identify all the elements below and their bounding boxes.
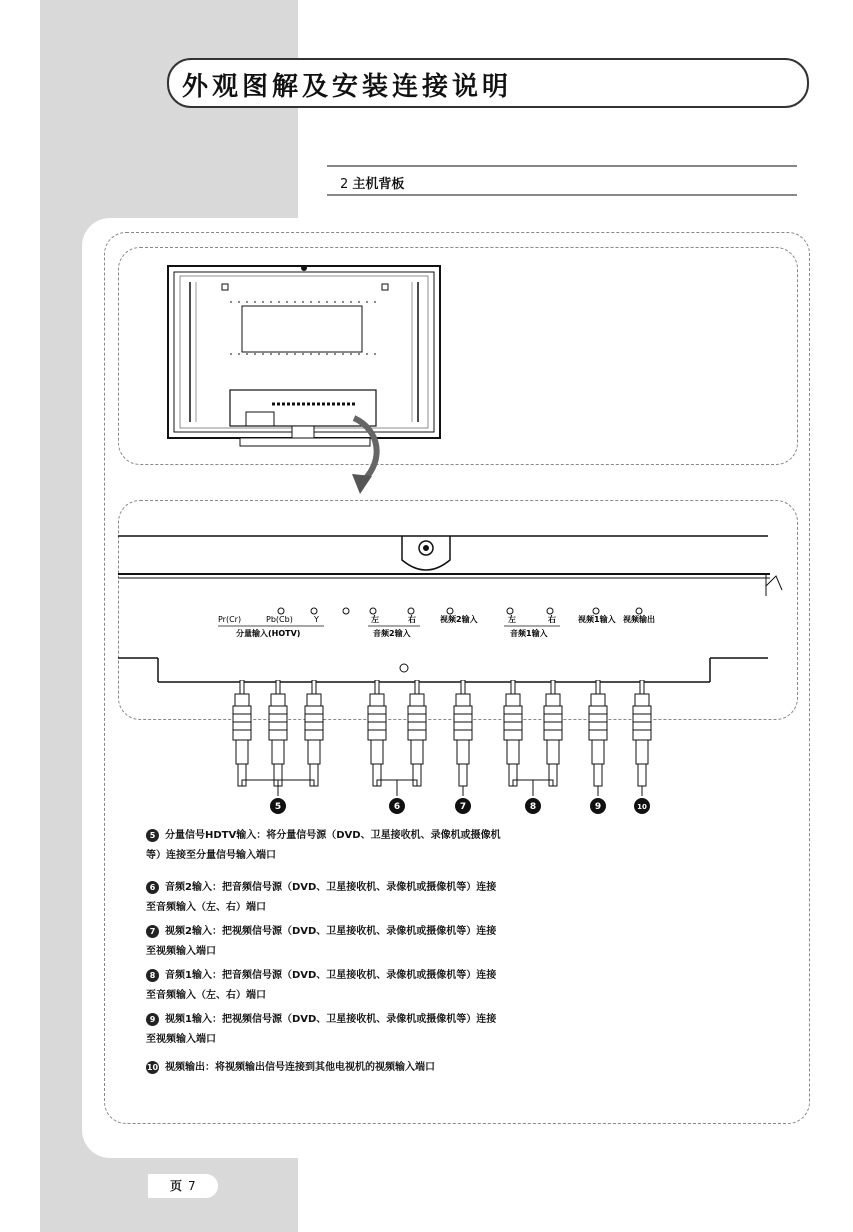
description-item-5 [146,826,506,866]
description-item-7 [146,922,506,962]
section-bottom-rule [327,194,797,196]
page-number-tab [148,1174,218,1198]
description-text: 视频2输入：把视频信号源（DVD、卫星接收机、录像机或摄像机等）连接至视频输入端口 [146,926,497,957]
cable-num-10: 10 [637,803,647,811]
label-audio1-right: 右 [548,615,556,624]
description-item-6 [146,878,506,918]
description-item-9 [146,1010,506,1050]
cable-num-9: 9 [594,802,602,812]
description-item-8 [146,966,506,1006]
label-component-group: 分量输入(HOTV) [236,629,301,638]
description-number: 5 [146,829,159,842]
label-video2-in: 视频2输入 [440,615,478,624]
section-heading [340,173,404,192]
label-audio1-left: 左 [508,615,516,624]
tv-rear-illustration [160,262,450,454]
description-number: 6 [146,881,159,894]
description-number: 9 [146,1013,159,1026]
description-number: 8 [146,969,159,982]
label-audio2-group: 音频2输入 [373,629,411,638]
description-number: 10 [146,1062,159,1072]
description-item-10 [146,1058,506,1078]
description-text: 分量信号HDTV输入：将分量信号源（DVD、卫星接收机、录像机或摄像机等）连接至分量信号输入端口 [146,830,501,861]
cable-num-7: 7 [459,802,467,812]
cable-num-8: 8 [529,802,537,812]
label-audio1-group: 音频1输入 [510,629,548,638]
page-title: 外观图解及安装连接说明 [182,72,513,102]
rca-cables-illustration [220,680,660,820]
section-title: 主机背板 [352,177,405,192]
label-pb: Pb(Cb) [266,615,293,624]
section-number: 2 [340,177,349,192]
label-y: Y [314,615,319,624]
description-text: 视频输出：将视频输出信号连接到其他电视机的视频输入端口 [165,1062,435,1073]
label-audio2-left: 左 [371,615,379,624]
label-pr: Pr(Cr) [218,615,242,624]
zoom-arrow-icon [340,410,400,500]
page-number: 7 [188,1179,196,1193]
label-audio2-right: 右 [408,615,416,624]
label-video-out: 视频输出 [623,615,655,624]
page-label: 页 [170,1179,183,1193]
label-video1-in: 视频1输入 [578,615,616,624]
section-top-rule [327,165,797,167]
cable-num-5: 5 [274,802,282,812]
description-number: 7 [146,925,159,938]
description-text: 音频2输入：把音频信号源（DVD、卫星接收机、录像机或摄像机等）连接至音频输入（左、右）端口 [146,882,497,913]
description-text: 视频1输入：把视频信号源（DVD、卫星接收机、录像机或摄像机等）连接至视频输入端口 [146,1014,497,1045]
cable-num-6: 6 [393,802,401,812]
description-text: 音频1输入：把音频信号源（DVD、卫星接收机、录像机或摄像机等）连接至音频输入（左、右）端口 [146,970,497,1001]
